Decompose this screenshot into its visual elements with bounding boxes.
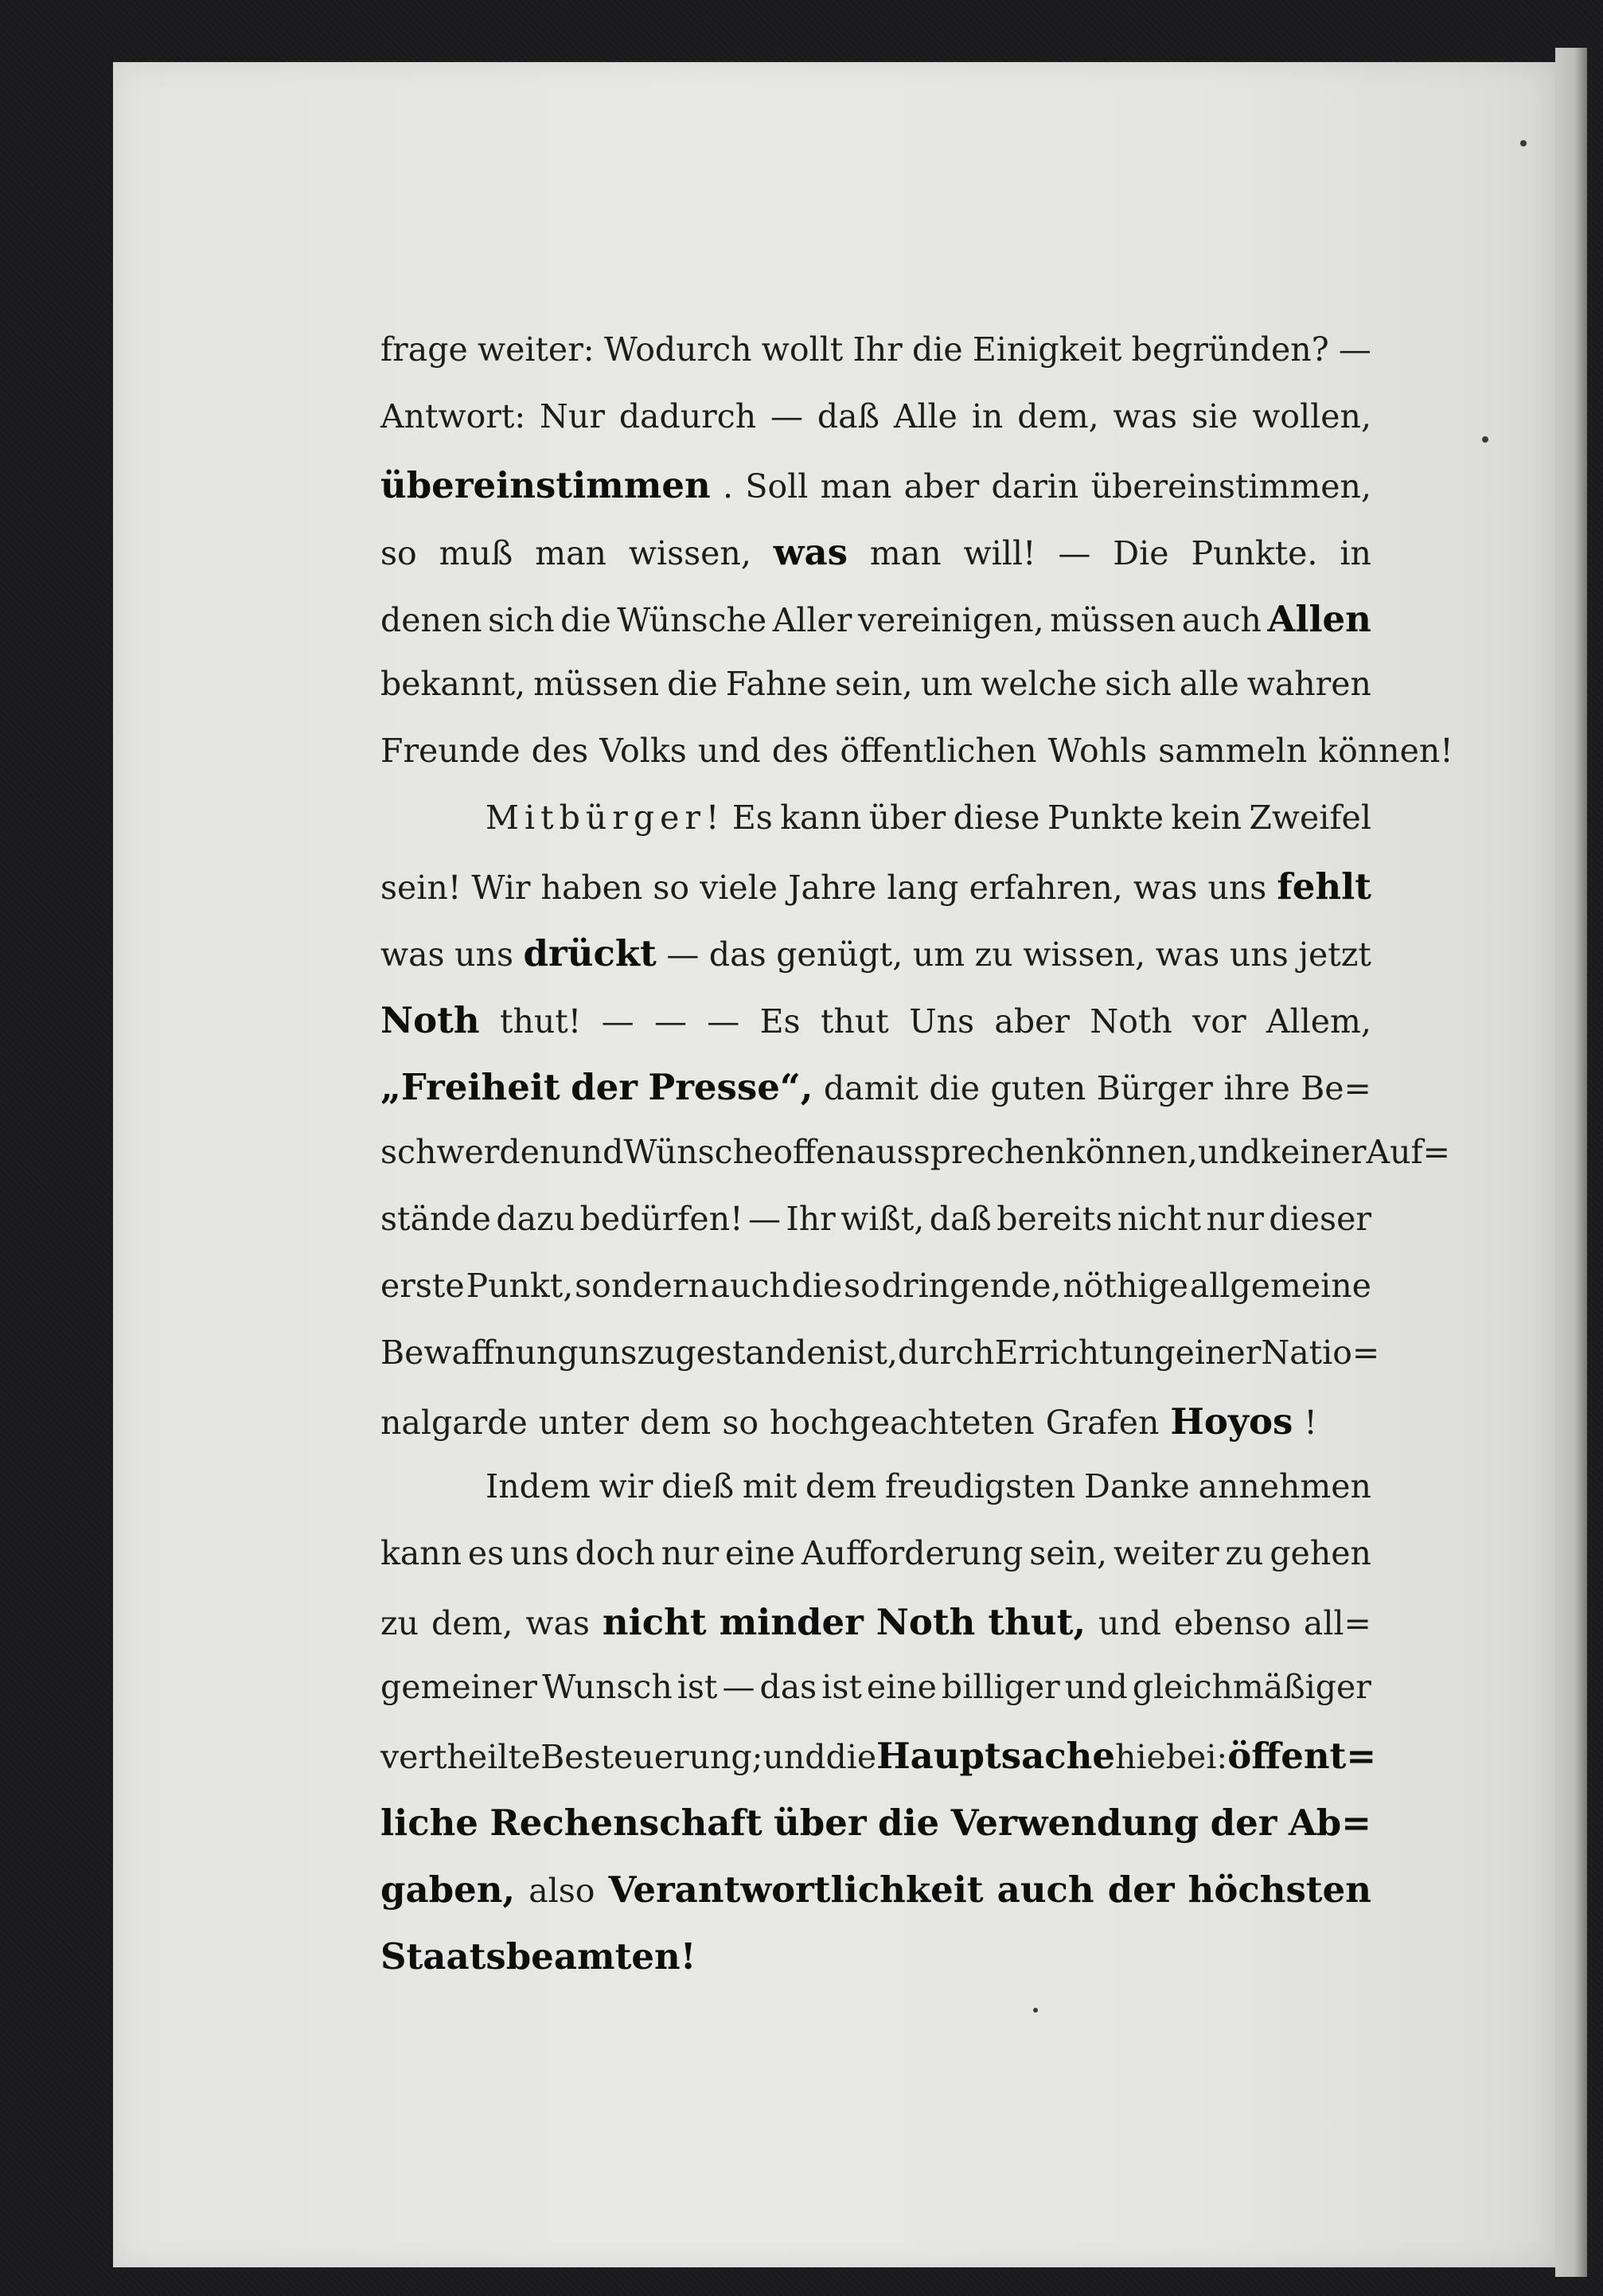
word: sein! <box>380 869 462 907</box>
word: lang <box>887 869 959 907</box>
word: wollt <box>761 330 844 369</box>
emphasized-word: Verantwortlichkeit <box>608 1868 984 1911</box>
word: und <box>560 1133 624 1171</box>
emphasized-word: höchsten <box>1188 1868 1371 1911</box>
word: hiebei: <box>1115 1738 1228 1776</box>
word: welche <box>981 665 1098 703</box>
word: — <box>653 1002 687 1041</box>
word: Fahne <box>725 665 827 703</box>
text-line <box>380 732 1453 799</box>
word: was <box>380 935 445 974</box>
text-line <box>380 1400 1371 1467</box>
word: uns <box>510 1534 569 1572</box>
word: können, <box>1065 1133 1198 1171</box>
emphasized-word: fehlt <box>1277 865 1371 908</box>
emphasized-word: nicht <box>602 1601 707 1643</box>
emphasized-word: die <box>877 1802 940 1844</box>
word: dieß <box>661 1467 735 1505</box>
word: was <box>525 1604 590 1642</box>
word: Ihr <box>852 330 903 369</box>
word: Punkte <box>1047 799 1164 837</box>
word: erfahren, <box>969 869 1123 907</box>
word: guten <box>990 1069 1086 1107</box>
word: Bürger <box>1096 1069 1213 1107</box>
text-line <box>380 397 1371 464</box>
word: Bewaffnung <box>380 1333 579 1372</box>
word: Wünsche <box>623 1133 774 1171</box>
word: Jahre <box>788 869 877 907</box>
word: schwerden <box>380 1133 561 1171</box>
paper-speck <box>1520 140 1527 146</box>
word: Punkte. <box>1191 534 1318 572</box>
text-line <box>380 665 1371 732</box>
word: aber <box>994 1002 1070 1041</box>
word: Grafen <box>1045 1404 1160 1442</box>
word: und <box>697 732 761 770</box>
word: — <box>722 1668 755 1706</box>
word: ihre <box>1223 1069 1290 1107</box>
word: ist <box>821 1668 862 1706</box>
text-line <box>380 1267 1371 1333</box>
word: Ihr <box>786 1200 836 1238</box>
word: bedürfen! <box>579 1200 743 1238</box>
word: Es <box>759 1002 801 1041</box>
word: zu <box>974 935 1013 974</box>
word: sie <box>1191 397 1238 435</box>
word: in <box>971 397 1004 435</box>
word: Errichtung <box>994 1333 1176 1372</box>
word: genügt, <box>776 935 903 974</box>
emphasized-word: „Freiheit <box>380 1066 560 1108</box>
word: . <box>723 467 734 506</box>
word: Noth <box>1090 1002 1172 1041</box>
word: müssen <box>1050 601 1176 639</box>
word: — <box>770 397 803 435</box>
word: das <box>759 1668 817 1706</box>
emphasized-word: über <box>774 1802 867 1844</box>
emphasized-word: was <box>773 531 848 573</box>
word: und <box>1098 1604 1162 1642</box>
word: ist, <box>847 1333 898 1372</box>
paragraph <box>380 1467 1377 2002</box>
word: — <box>601 1002 634 1041</box>
text-line <box>380 1534 1371 1601</box>
word: durch <box>897 1333 995 1372</box>
word: ebenso <box>1174 1604 1291 1642</box>
word: und <box>1064 1668 1128 1706</box>
word: thut! <box>500 1002 582 1041</box>
word: Uns <box>909 1002 975 1041</box>
word: Wünsche <box>617 601 767 639</box>
word: sondern <box>575 1267 709 1305</box>
word: um <box>912 935 965 974</box>
word: die <box>929 1069 981 1107</box>
word: die <box>825 1738 877 1776</box>
word: man <box>869 534 942 572</box>
emphasized-word: thut, <box>988 1601 1086 1643</box>
emphasized-word: Noth <box>380 999 480 1041</box>
word: übereinstimmen, <box>1090 467 1371 506</box>
word: — <box>1338 330 1371 369</box>
word: dazu <box>496 1200 575 1238</box>
text-line <box>380 1333 1380 1400</box>
word: freudigsten <box>885 1467 1076 1505</box>
text-line <box>380 1735 1377 1802</box>
word: zu <box>1225 1534 1264 1572</box>
word: erste <box>380 1267 465 1305</box>
word: mit <box>742 1467 798 1505</box>
word: dem, <box>431 1604 513 1642</box>
word: Wodurch <box>603 330 752 369</box>
word: in <box>1340 534 1371 572</box>
emphasized-word: Rechenschaft <box>489 1802 762 1844</box>
word: darin <box>991 467 1079 506</box>
word: sein, <box>1029 1534 1108 1572</box>
text-line <box>380 1802 1371 1868</box>
word: des <box>531 732 589 770</box>
word: Alle <box>893 397 958 435</box>
word: vertheilte <box>380 1738 541 1776</box>
word: — <box>748 1200 782 1238</box>
word: Indem <box>486 1467 591 1505</box>
text-line <box>380 598 1371 665</box>
word: wißt, <box>841 1200 925 1238</box>
word: denen <box>380 601 482 639</box>
word: Antwort: <box>380 397 526 435</box>
word: Aufforderung <box>801 1534 1024 1572</box>
word: die <box>791 1267 843 1305</box>
word: nalgarde <box>380 1404 528 1442</box>
word: nöthige <box>1063 1267 1188 1305</box>
word: Volks <box>599 732 687 770</box>
word: Auf= <box>1366 1133 1451 1171</box>
word: wissen, <box>1023 935 1146 974</box>
word: die <box>911 330 963 369</box>
emphasized-word: Hoyos <box>1170 1400 1293 1443</box>
word: doch <box>575 1534 655 1572</box>
word: kann <box>380 1534 462 1572</box>
word: dem <box>639 1404 712 1442</box>
word: sammeln <box>1158 732 1308 770</box>
word: thut <box>820 1002 889 1041</box>
word: Wohls <box>1047 732 1148 770</box>
text-line <box>380 1066 1371 1133</box>
word: stände <box>380 1200 491 1238</box>
word: gleichmäßiger <box>1132 1668 1371 1706</box>
word: Natio= <box>1261 1333 1380 1372</box>
text-line <box>380 932 1371 999</box>
word: also <box>528 1872 595 1910</box>
word: vereinigen, <box>857 601 1044 639</box>
word: aussprechen <box>856 1133 1066 1171</box>
word: nur <box>1206 1200 1264 1238</box>
text-line <box>380 1868 1371 1935</box>
word: uns <box>454 935 513 974</box>
word: uns <box>578 1333 638 1372</box>
word: viele <box>700 869 778 907</box>
word: alle <box>1179 665 1239 703</box>
emphasized-word: der <box>1107 1868 1175 1911</box>
emphasized-word: drückt <box>523 932 657 974</box>
word: Freunde <box>380 732 521 770</box>
word: müssen <box>533 665 660 703</box>
word: Es <box>731 799 773 837</box>
word: diese <box>953 799 1040 837</box>
emphasized-word: Hauptsache <box>876 1735 1116 1777</box>
word: Be= <box>1301 1069 1371 1107</box>
word: dem, <box>1017 397 1099 435</box>
emphasized-word: Noth <box>876 1601 976 1643</box>
word: begründen? <box>1131 330 1329 369</box>
word: das <box>708 935 766 974</box>
word: man <box>535 534 606 572</box>
word: daß <box>929 1200 992 1238</box>
word: so <box>844 1267 880 1305</box>
word: können! <box>1318 732 1453 770</box>
word: die <box>667 665 718 703</box>
paragraph <box>380 330 1453 799</box>
emphasized-word: öffent= <box>1227 1735 1377 1777</box>
word: uns <box>1229 935 1289 974</box>
word: Soll <box>745 467 809 506</box>
word: nicht <box>1117 1200 1202 1238</box>
body-text <box>380 330 1453 2002</box>
paragraph <box>380 799 1451 1467</box>
word: — <box>666 935 700 974</box>
word: wollen, <box>1252 397 1371 435</box>
word: frage <box>380 330 468 369</box>
word: unter <box>538 1404 629 1442</box>
next-page-edge <box>1555 48 1587 2277</box>
word: so <box>653 869 690 907</box>
word: offen <box>773 1133 856 1171</box>
word: was <box>1133 869 1198 907</box>
word: um <box>920 665 973 703</box>
word: keiner <box>1260 1133 1367 1171</box>
word: so <box>722 1404 759 1442</box>
word: Punkt, <box>466 1267 574 1305</box>
paper-speck <box>1033 2008 1038 2013</box>
word: dringende, <box>881 1267 1062 1305</box>
text-line <box>380 799 1371 865</box>
word: hochgeachteten <box>770 1404 1035 1442</box>
word: Einigkeit <box>972 330 1122 369</box>
word: Wunsch <box>542 1668 673 1706</box>
word: es <box>467 1534 505 1572</box>
word: die <box>560 601 611 639</box>
word: ist <box>677 1668 718 1706</box>
word: damit <box>823 1069 919 1107</box>
word: Nur <box>540 397 605 435</box>
word: gehen <box>1270 1534 1371 1572</box>
word: haben <box>540 869 643 907</box>
word: und <box>762 1738 826 1776</box>
text-line <box>380 865 1371 932</box>
word: dieser <box>1269 1200 1371 1238</box>
word: daß <box>817 397 880 435</box>
emphasized-word: gaben, <box>380 1868 516 1911</box>
text-line <box>380 1668 1371 1735</box>
word: auch <box>710 1267 790 1305</box>
text-line <box>380 1467 1371 1534</box>
emphasized-word: auch <box>997 1868 1094 1911</box>
word: kein <box>1171 799 1242 837</box>
word: vor <box>1192 1002 1246 1041</box>
word: all= <box>1303 1604 1371 1642</box>
word: weiter <box>1113 1534 1219 1572</box>
text-line <box>380 1601 1371 1668</box>
word: Mitbürger! <box>486 799 725 837</box>
text-line <box>380 531 1371 598</box>
word: sich <box>488 601 555 639</box>
word: annehmen <box>1198 1467 1371 1505</box>
word: sein, <box>834 665 913 703</box>
paper-speck <box>1482 436 1488 443</box>
emphasized-word: der <box>571 1066 638 1108</box>
word: man <box>820 467 892 506</box>
word: ! <box>1304 1404 1317 1442</box>
emphasized-word: der <box>1210 1802 1277 1844</box>
word: so <box>380 534 417 572</box>
word: kann <box>780 799 862 837</box>
word: Zweifel <box>1249 799 1371 837</box>
word: sich <box>1105 665 1172 703</box>
word: eine <box>725 1534 796 1572</box>
word: weiter: <box>477 330 595 369</box>
word: des <box>771 732 829 770</box>
emphasized-word: minder <box>719 1601 864 1643</box>
word: was <box>1113 397 1178 435</box>
word: wahren <box>1246 665 1371 703</box>
word: Danke <box>1083 1467 1190 1505</box>
word: aber <box>903 467 980 506</box>
emphasized-word: Ab= <box>1288 1802 1371 1844</box>
word: allgemeine <box>1189 1267 1371 1305</box>
emphasized-word: liche <box>380 1802 478 1844</box>
word: öffentlichen <box>840 732 1037 770</box>
word: und <box>1197 1133 1261 1171</box>
word: nur <box>661 1534 720 1572</box>
word: dadurch <box>618 397 757 435</box>
word: jetzt <box>1298 935 1371 974</box>
emphasized-word: Staatsbeamten! <box>380 1935 696 1978</box>
word: Allem, <box>1266 1002 1371 1041</box>
word: bereits <box>997 1200 1113 1238</box>
word: wir <box>599 1467 653 1505</box>
word: dem <box>805 1467 877 1505</box>
text-line <box>380 1935 1371 2002</box>
emphasized-word: Allen <box>1267 598 1371 640</box>
word: eine <box>866 1668 937 1706</box>
text-line <box>380 1200 1371 1267</box>
word: zugestanden <box>637 1333 848 1372</box>
word: Besteuerung; <box>540 1738 763 1776</box>
word: bekannt, <box>380 665 526 703</box>
text-line <box>380 1133 1451 1200</box>
emphasized-word: Presse“, <box>648 1066 813 1108</box>
word: billiger <box>941 1668 1060 1706</box>
text-line <box>380 330 1371 397</box>
word: auch <box>1181 601 1262 639</box>
word: uns <box>1207 869 1267 907</box>
word: muß <box>439 534 513 572</box>
word: wissen, <box>628 534 751 572</box>
text-line <box>380 464 1371 531</box>
word: Aller <box>772 601 852 639</box>
word: will! <box>963 534 1036 572</box>
word: zu <box>380 1604 419 1642</box>
emphasized-word: Verwendung <box>950 1802 1199 1844</box>
word: Wir <box>471 869 531 907</box>
word: über <box>868 799 946 837</box>
emphasized-word: übereinstimmen <box>380 464 711 506</box>
word: Die <box>1113 534 1169 572</box>
text-line <box>380 999 1371 1066</box>
word: — <box>707 1002 740 1041</box>
word: — <box>1058 534 1091 572</box>
word: was <box>1155 935 1220 974</box>
word: gemeiner <box>380 1668 538 1706</box>
word: einer <box>1175 1333 1262 1372</box>
